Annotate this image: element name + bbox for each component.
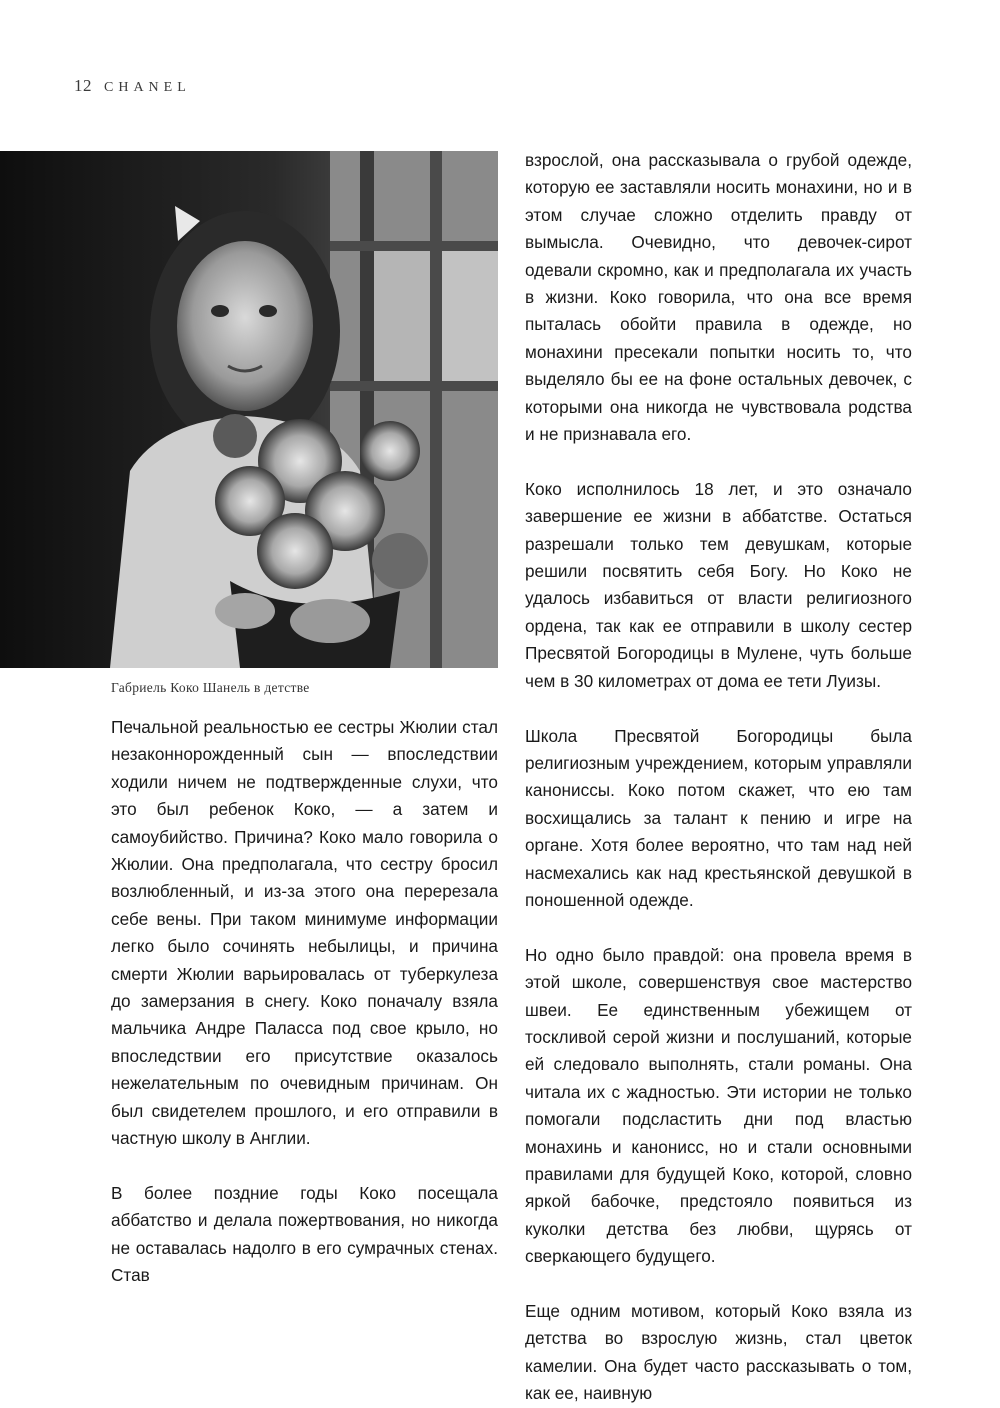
right-text-column xyxy=(525,147,912,1408)
left-text-column xyxy=(111,714,498,1290)
paragraph: взрослой, она рассказывала о грубой одежде, которую ее заставляли носить монахини, но и в этом случае сложно отделить правду от вымысла. Очевидно, что девочек-сирот одевали скромно, как и предполагала их участь в жизни. Коко говорила, что она все время пыталась обойти правила в одежде, но монахини пресекали попытки носить то, что выделяло бы ее на фоне остальных девочек, с которыми она никогда не чувствовала родства и не признавала его. xyxy=(525,150,912,445)
running-head-brand: CHANEL xyxy=(104,80,191,95)
paragraph: Школа Пресвятой Богородицы была религиозным учреждением, которым управляли канониссы. Коко потом скажет, что ею там восхищались за талант к пению и игре на органе. Хотя более вероятно, что там над ней насмехались как над крестьянской девушкой в поношенной одежде. xyxy=(525,725,912,910)
portrait-photo-icon xyxy=(0,151,498,668)
childhood-portrait-photo xyxy=(0,151,498,668)
paragraph: Но одно было правдой: она провела время в этой школе, совершенствуя свое мастерство швеи. Ее единственным убежищем от тоскливой серой жизни и послушаний, которые ей следовало выполнять, стали романы. Она читала их с жадностью. Эти истории не только помогали подсластить дни под властью монахинь и канонисс, но и стали основными правилами для будущей Коко, которой, словно яркой бабочке, предстояло появиться из куколки детства без любви, щурясь от сверкающего будущего. xyxy=(525,944,912,1267)
page-number: 12 xyxy=(74,76,92,95)
paragraph: Еще одним мотивом, который Коко взяла из детства во взрослую жизнь, стал цветок камелии. Она будет часто рассказывать о том, как ее, наивную xyxy=(525,1301,912,1404)
running-head xyxy=(74,76,191,96)
paragraph: В более поздние годы Коко посещала аббатство и делала пожертвования, но никогда не оставалась надолго в его сумрачных стенах. Став xyxy=(111,1182,498,1286)
photo-caption: Габриель Коко Шанель в детстве xyxy=(111,680,310,695)
paragraph: Печальной реальностью ее сестры Жюлии стал незаконнорожденный сын — впоследствии ходили ничем не подтвержденные слухи, что это был ребенок Коко, — а затем и самоубийство. Причина? Коко мало говорила о Жюлии. Она предполагала, что сестру бросил возлюбленный, и из-за этого она перерезала себе вены. При таком минимуме информации легко было сочинять небылицы, и причина смерти Жюлии варьировалась от туберкулеза до замерзания в снегу. Коко поначалу взяла мальчика Андре Паласса под свое крыло, но впоследствии его присутствие оказалось нежелательным по очевидным причинам. Он был свидетелем прошлого, и его отправили в частную школу в Англии. xyxy=(111,717,498,1149)
paragraph: Коко исполнилось 18 лет, и это означало завершение ее жизни в аббатстве. Остаться разрешали только тем девушкам, которые решили посвятить себя Богу. Но Коко не удалось избавиться от власти религиозного ордена, так как ее отправили в школу сестер Пресвятой Богородицы в Мулене, чуть больше чем в 30 километрах от дома ее тети Луизы. xyxy=(525,478,912,691)
